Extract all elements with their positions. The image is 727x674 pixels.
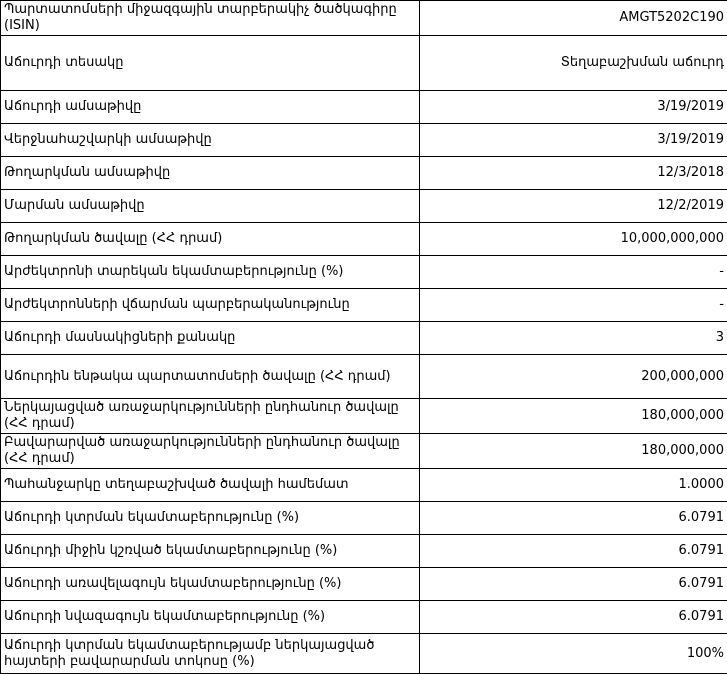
row-value: 6.0791 xyxy=(420,502,727,535)
table-row xyxy=(1,535,727,568)
row-label: Վերջնահաշվարկի ամսաթիվը xyxy=(1,124,420,157)
row-label: Թողարկման ամսաթիվը xyxy=(1,157,420,190)
row-value: 6.0791 xyxy=(420,535,727,568)
row-value: 100% xyxy=(420,634,727,674)
row-value: 10,000,000,000 xyxy=(420,223,727,256)
table-row xyxy=(1,1,727,36)
table-row xyxy=(1,223,727,256)
table-row xyxy=(1,289,727,322)
row-label: Աճուրդի ամսաթիվը xyxy=(1,91,420,124)
table-row xyxy=(1,634,727,674)
row-value: 6.0791 xyxy=(420,601,727,634)
row-label: Աճուրդի կտրման եկամտաբերությամբ ներկայացված հայտերի բավարարման տոկոսը (%) xyxy=(1,634,420,674)
table-row xyxy=(1,568,727,601)
row-value: 6.0791 xyxy=(420,568,727,601)
row-label: Աճուրդի մասնակիցների քանակը xyxy=(1,322,420,355)
table-row xyxy=(1,469,727,502)
table-row xyxy=(1,601,727,634)
row-label: Աճուրդի միջին կշռված եկամտաբերությունը (%) xyxy=(1,535,420,568)
row-label: Ներկայացված առաջարկությունների ընդհանուր ծավալը (ՀՀ դրամ) xyxy=(1,399,420,434)
row-label: Պարտատոմսերի միջազգային տարբերակիչ ծածկագիրը (ISIN) xyxy=(1,1,420,36)
row-label: Աճուրդի տեսակը xyxy=(1,36,420,91)
table-row xyxy=(1,256,727,289)
row-label: Աճուրդի կտրման եկամտաբերությունը (%) xyxy=(1,502,420,535)
table-row xyxy=(1,91,727,124)
row-value: 3 xyxy=(420,322,727,355)
row-label: Աճուրդի նվազագույն եկամտաբերությունը (%) xyxy=(1,601,420,634)
row-value: 12/2/2019 xyxy=(420,190,727,223)
row-label: Աճուրդի առավելագույն եկամտաբերությունը (%) xyxy=(1,568,420,601)
row-value: - xyxy=(420,289,727,322)
row-value: 200,000,000 xyxy=(420,355,727,399)
table-row xyxy=(1,355,727,399)
row-label: Արժեկտրոնի տարեկան եկամտաբերությունը (%) xyxy=(1,256,420,289)
row-value: 3/19/2019 xyxy=(420,124,727,157)
row-label: Թողարկման ծավալը (ՀՀ դրամ) xyxy=(1,223,420,256)
table-row xyxy=(1,157,727,190)
table-row xyxy=(1,502,727,535)
row-label: Մարման ամսաթիվը xyxy=(1,190,420,223)
table-row xyxy=(1,124,727,157)
row-value: - xyxy=(420,256,727,289)
table-row xyxy=(1,399,727,434)
row-label: Բավարարված առաջարկությունների ընդհանուր ծավալը (ՀՀ դրամ) xyxy=(1,434,420,469)
row-label: Արժեկտրոնների վճարման պարբերականությունը xyxy=(1,289,420,322)
table-row xyxy=(1,190,727,223)
table-row xyxy=(1,434,727,469)
row-label: Պահանջարկը տեղաբաշխված ծավալի համեմատ xyxy=(1,469,420,502)
row-value: 3/19/2019 xyxy=(420,91,727,124)
row-value: 180,000,000 xyxy=(420,399,727,434)
table-row xyxy=(1,36,727,91)
row-value: 12/3/2018 xyxy=(420,157,727,190)
row-value: 180,000,000 xyxy=(420,434,727,469)
row-value: AMGT5202C190 xyxy=(420,1,727,36)
row-label: Աճուրդին ենթակա պարտատոմսերի ծավալը (ՀՀ դրամ) xyxy=(1,355,420,399)
row-value: Տեղաբաշխման աճուրդ xyxy=(420,36,727,91)
table-row xyxy=(1,322,727,355)
row-value: 1.0000 xyxy=(420,469,727,502)
